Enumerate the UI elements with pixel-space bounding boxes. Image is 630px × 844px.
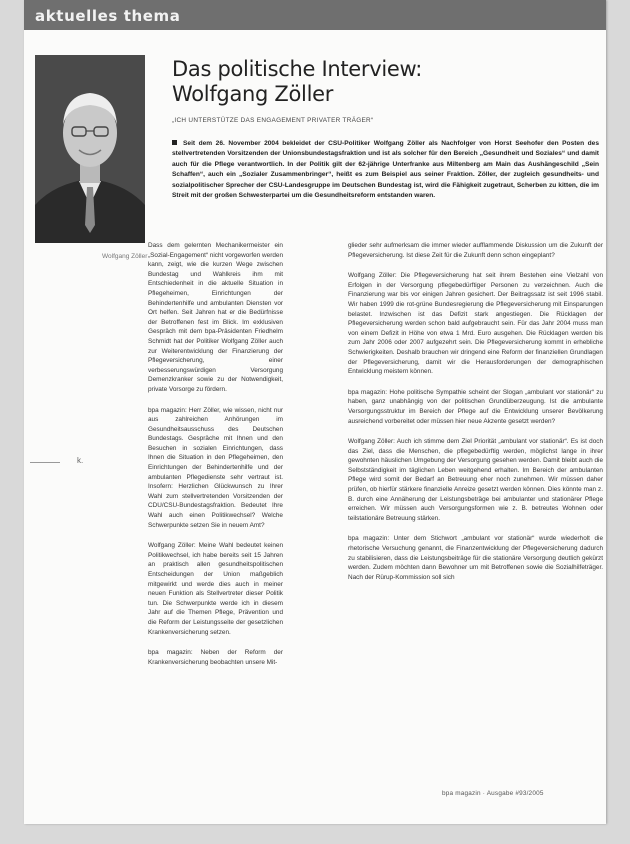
article-intro <box>172 139 599 201</box>
page-footer: bpa magazin · Ausgabe #93/2005 <box>442 790 544 797</box>
paragraph: Dass dem gelernten Mechanikermeister ein „Sozial-Engagement“ nicht vorgeworfen werden kann, zeigt, wie die kurzen Wege zwischen Bundestag und Wahlkreis ihm mit Entschiedenheit in die aktuelle Situation in Pflegeheimen, Einrichtungen der Behindertenhilfe und ambulanten Diensten vor Ort helfen. Seit Jahren hat er die Bedürfnisse der Betroffenen fest im Blick. Im exklusiven Gespräch mit dem bpa-Präsidenten Friedhelm Schmidt hat der Politiker Wolfgang Zöller auch zur Weiterentwicklung der Finanzierung der Pflegeversicherung, einer verbesserungswürdigen Versorgung Demenzkranker sowie zu der Notwendigkeit, private Vorsorge zu fördern. <box>148 242 283 393</box>
title-line-2: Wolfgang Zöller <box>172 82 334 106</box>
paragraph: Wolfgang Zöller: Auch ich stimme dem Ziel Priorität „ambulant vor stationär“. Es ist doch das Ziel, dass die Menschen, die pflegebedürftig werden, möglichst lange in ihrer gewohnten häuslichen Umgebung der Versorgung gesehen werden. Damit bleibt auch die Selbstständigkeit im täglichen Leben weitgehend erhalten. Im Bereich der ambulanten Pflege wird somit der Bedarf an Betreuung eher noch zunehmen. Wir müssen daher prüfen, ob hierfür stärkere finanzielle Anreize gesetzt werden können. Dies könnte man z. B. durch eine Annäherung der Leistungsbeträge bei ambulanter und stationärer Pflege erreichen. Wir müssen auch Versorgungsformen wie z. B. betreutes Wohnen oder teilstationäre Betreuung stärken. <box>348 438 603 522</box>
paragraph: bpa magazin: Unter dem Stichwort „ambulant vor stationär“ wurde wiederholt die rhetorische Versuchung genannt, die Finanzentwicklung der Pflegeversicherung dadurch zu stabilisieren, dass die Leistungsbeiträge für die stationäre Versorgung deutlich gekürzt werden. Zudem möchten dann Bewohner um mit Betroffenen sowie die Sozialhilfeträger. Nach der Rürup-Kommission soll sich <box>348 535 603 581</box>
paragraph: glieder sehr aufmerksam die immer wieder aufflammende Diskussion um die Zukunft der Pflegeversicherung. Ist diese Zeit für die Zukunft denn schon eingeplant? <box>348 242 603 259</box>
margin-letter: k. <box>77 456 84 465</box>
paragraph: bpa magazin: Hohe politische Sympathie scheint der Slogan „ambulant vor stationär“ zu haben, ganz unabhängig von der politischen Grundüberzeugung. Ist die ambulante Versorgungsstruktur im Bereich der Pflege auf die Entwicklung unserer Bevölkerung ausreichend vorbereitet oder müssen hier neue Akzente gesetzt werden? <box>348 388 603 425</box>
article-subtitle: „ICH UNTERSTÜTZE DAS ENGAGEMENT PRIVATER TRÄGER“ <box>172 117 374 124</box>
photo-caption: Wolfgang Zöller <box>102 253 148 260</box>
article-title <box>172 57 422 107</box>
section-label: aktuelles thema <box>35 7 181 25</box>
magazine-page <box>24 0 606 824</box>
portrait-photo <box>35 55 145 243</box>
paragraph: Wolfgang Zöller: Die Pflegeversicherung hat seit ihrem Bestehen eine Vielzahl von Erfolgen in der Versorgung pflegebedürftiger Personen zu verzeichnen. Auch die Finanzierung war bis vor einigen Jahren gesichert. Der Beitragssatz ist seit 1996 stabil. Wir haben 1999 die rot-grüne Bundesregierung die Pflegeversicherung mit Einsparungen belastet. Inzwischen ist das Defizit stark angestiegen. Die Rücklagen der Pflegeversicherung werden schon bald aufgebraucht sein. Für das Jahr 2004 muss man von einem Defizit in Höhe von etwa 1 Mrd. Euro ausgehen. Die Rücklagen werden bis zum Jahr 2006 oder 2007 aufgezehrt sein. Die Pflegeversicherung kommt in erhebliche Schwierigkeiten. Deshalb brauchen wir dringend eine Reform der finanziellen Grundlagen der Pflegeversicherung, damit wir die Herausforderungen der demographischen Entwicklung meistern können. <box>348 272 603 376</box>
margin-rule <box>30 462 60 463</box>
text-column-right <box>348 241 603 593</box>
section-header-band <box>24 0 606 30</box>
title-line-1: Das politische Interview: <box>172 57 423 81</box>
paragraph: Wolfgang Zöller: Meine Wahl bedeutet keinen Politikwechsel, ich habe bereits seit 15 Jahren an praktisch allen gesundheitspolitischen Entscheidungen der Union maßgeblich mitgewirkt und werde dies auch in meiner neuen Funktion als Stellvertreter dieser Politik tun. Die Schwerpunkte werde ich in diesem Jahr auf die Themen Pflege, Prävention und die Reform der Leistungsseite der gesetzlichen Krankenversicherung setzen. <box>148 542 283 636</box>
intro-text: Seit dem 26. November 2004 bekleidet der CSU-Politiker Wolfgang Zöller als Nachfolger von Horst Seehofer den Posten des stellvertretenden Vorsitzenden der Unionsbundestagsfraktion und ist als solcher für den Bereich „Gesundheit und Soziales“ und damit auch für die Pflege verantwortlich. In der Politik gilt der 62-jährige Unterfranke aus Miltenberg am Main das Aushängeschild „Sein Schaffen“, auch ein „Sozialer Zusammenbringer“, heißt es zum Beispiel aus seiner Fraktion. Zöller, der zugleich gesundheits- und sozialpolitischer Sprecher der CSU-Landesgruppe im Deutschen Bundestag ist, wird die Fähigkeit zugetraut, Scherben zu kitten, die im Streit mit der großen Schwesterpartei um die Gesundheitsreform entstanden waren. <box>172 140 599 200</box>
square-bullet-icon <box>172 140 177 145</box>
paragraph: bpa magazin: Neben der Reform der Krankenversicherung beobachten unsere Mit- <box>148 649 283 666</box>
paragraph: bpa magazin: Herr Zöller, wie wissen, nicht nur aus zahlreichen Anhörungen im Gesundheitsausschuss des Deutschen Bundestags. Gespräche mit Ihnen und den Besuchen in sozialen Einrichtungen, dass Ihnen die Situation in den Pflegeheimen, den Einrichtungen der Behindertenhilfe und der ambulanten Pflegedienste sehr vertraut ist. Insofern: Herzlichen Glückwunsch zu Ihrer Wahl zum stellvertretenden Vorsitzenden der CDU/CSU-Bundestagsfraktion. Bedeutet Ihre Wahl auch einen Politikwechsel? Welche Schwerpunkte setzen Sie in neuem Amt? <box>148 406 283 529</box>
text-column-left <box>148 241 283 678</box>
